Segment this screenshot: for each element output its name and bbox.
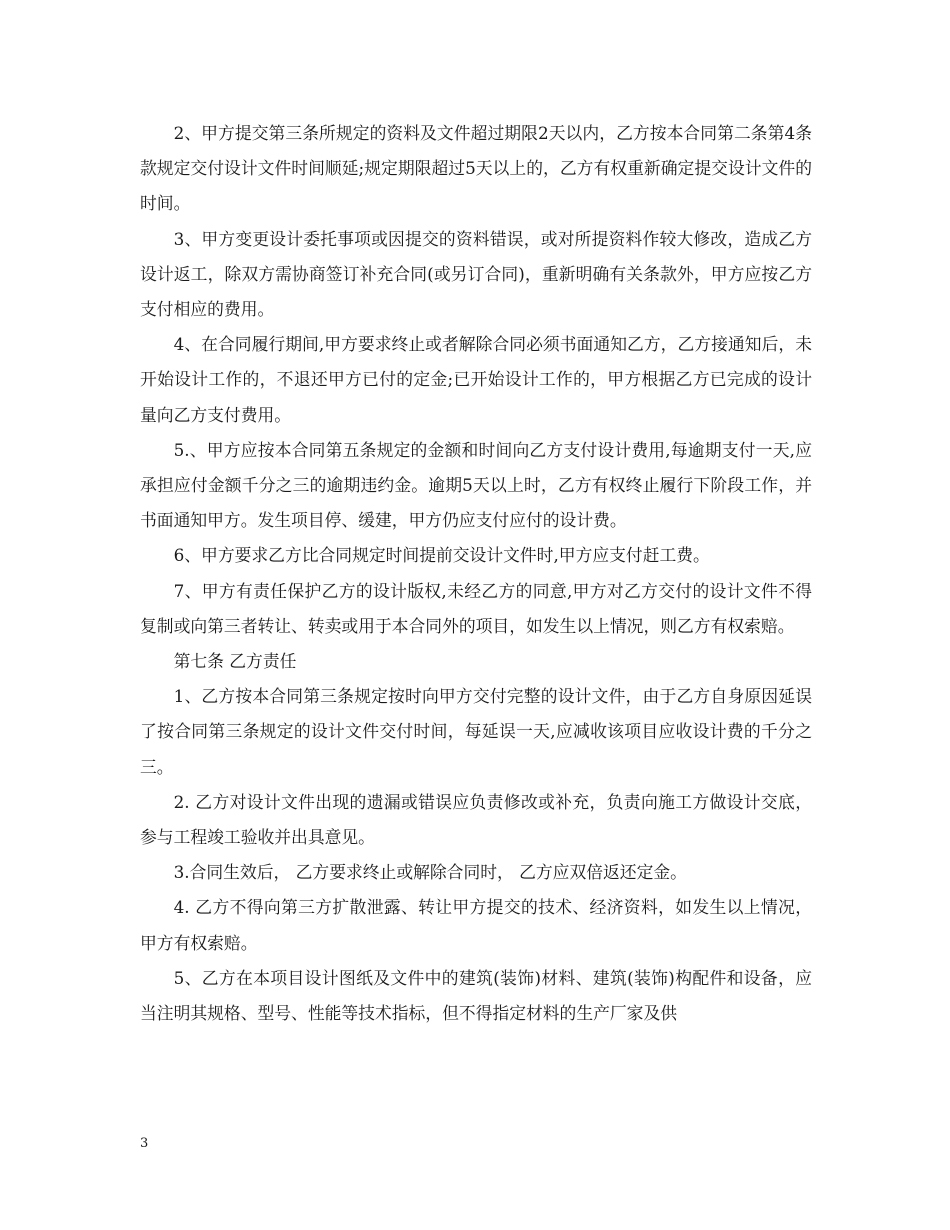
page-number: 3: [140, 1136, 149, 1151]
paragraph-party-b-4: 4. 乙方不得向第三方扩散泄露、转让甲方提交的技术、经济资料，如发生以上情况，甲方有权索赔。: [140, 897, 812, 953]
paragraph-clause-4: 4、在合同履行期间,甲方要求终止或者解除合同必须书面通知乙方，乙方接通知后，未开始设计工作的，不退还甲方已付的定金;已开始设计工作的，甲方根据乙方已完成的设计量向乙方支付费用。: [140, 334, 812, 425]
paragraph-clause-2: 2、甲方提交第三条所规定的资料及文件超过期限2天以内，乙方按本合同第二条第4条款规定交付设计文件时间顺延;规定期限超过5天以上的，乙方有权重新确定提交设计文件的时间。: [140, 123, 812, 214]
section-heading-article-7: 第七条 乙方责任: [173, 651, 297, 672]
paragraph-party-b-1: 1、乙方按本合同第三条规定按时向甲方交付完整的设计文件，由于乙方自身原因延误了按合同第三条规定的设计文件交付时间，每延误一天,应减收该项目应收设计费的千分之三。: [140, 686, 812, 777]
paragraph-clause-5: 5.、甲方应按本合同第五条规定的金额和时间向乙方支付设计费用,每逾期支付一天,应承担应付金额千分之三的逾期违约金。逾期5天以上时，乙方有权终止履行下阶段工作，并书面通知甲方。发生项目停、缓建，甲方仍应支付应付的设计费。: [140, 439, 812, 531]
paragraph-clause-3: 3、甲方变更设计委托事项或因提交的资料错误，或对所提资料作较大修改，造成乙方设计返工，除双方需协商签订补充合同(或另订合同)，重新明确有关条款外，甲方应按乙方支付相应的费用。: [140, 228, 812, 320]
paragraph-party-b-3: 3.合同生效后， 乙方要求终止或解除合同时， 乙方应双倍返还定金。: [173, 862, 687, 883]
document-body: [140, 116, 812, 1031]
paragraph-clause-6: 6、甲方要求乙方比合同规定时间提前交设计文件时,甲方应支付赶工费。: [173, 545, 710, 566]
paragraph-party-b-2: 2. 乙方对设计文件出现的遗漏或错误应负责修改或补充，负责向施工方做设计交底，参与工程竣工验收并出具意见。: [140, 791, 812, 848]
paragraph-party-b-5: 5、乙方在本项目设计图纸及文件中的建筑(装饰)材料、建筑(装饰)构配件和设备，应当注明其规格、型号、性能等技术指标，但不得指定材料的生产厂家及供: [140, 967, 812, 1024]
paragraph-clause-7: 7、甲方有责任保护乙方的设计版权,未经乙方的同意,甲方对乙方交付的设计文件不得复制或向第三者转让、转卖或用于本合同外的项目，如发生以上情况，则乙方有权索赔。: [140, 580, 812, 636]
